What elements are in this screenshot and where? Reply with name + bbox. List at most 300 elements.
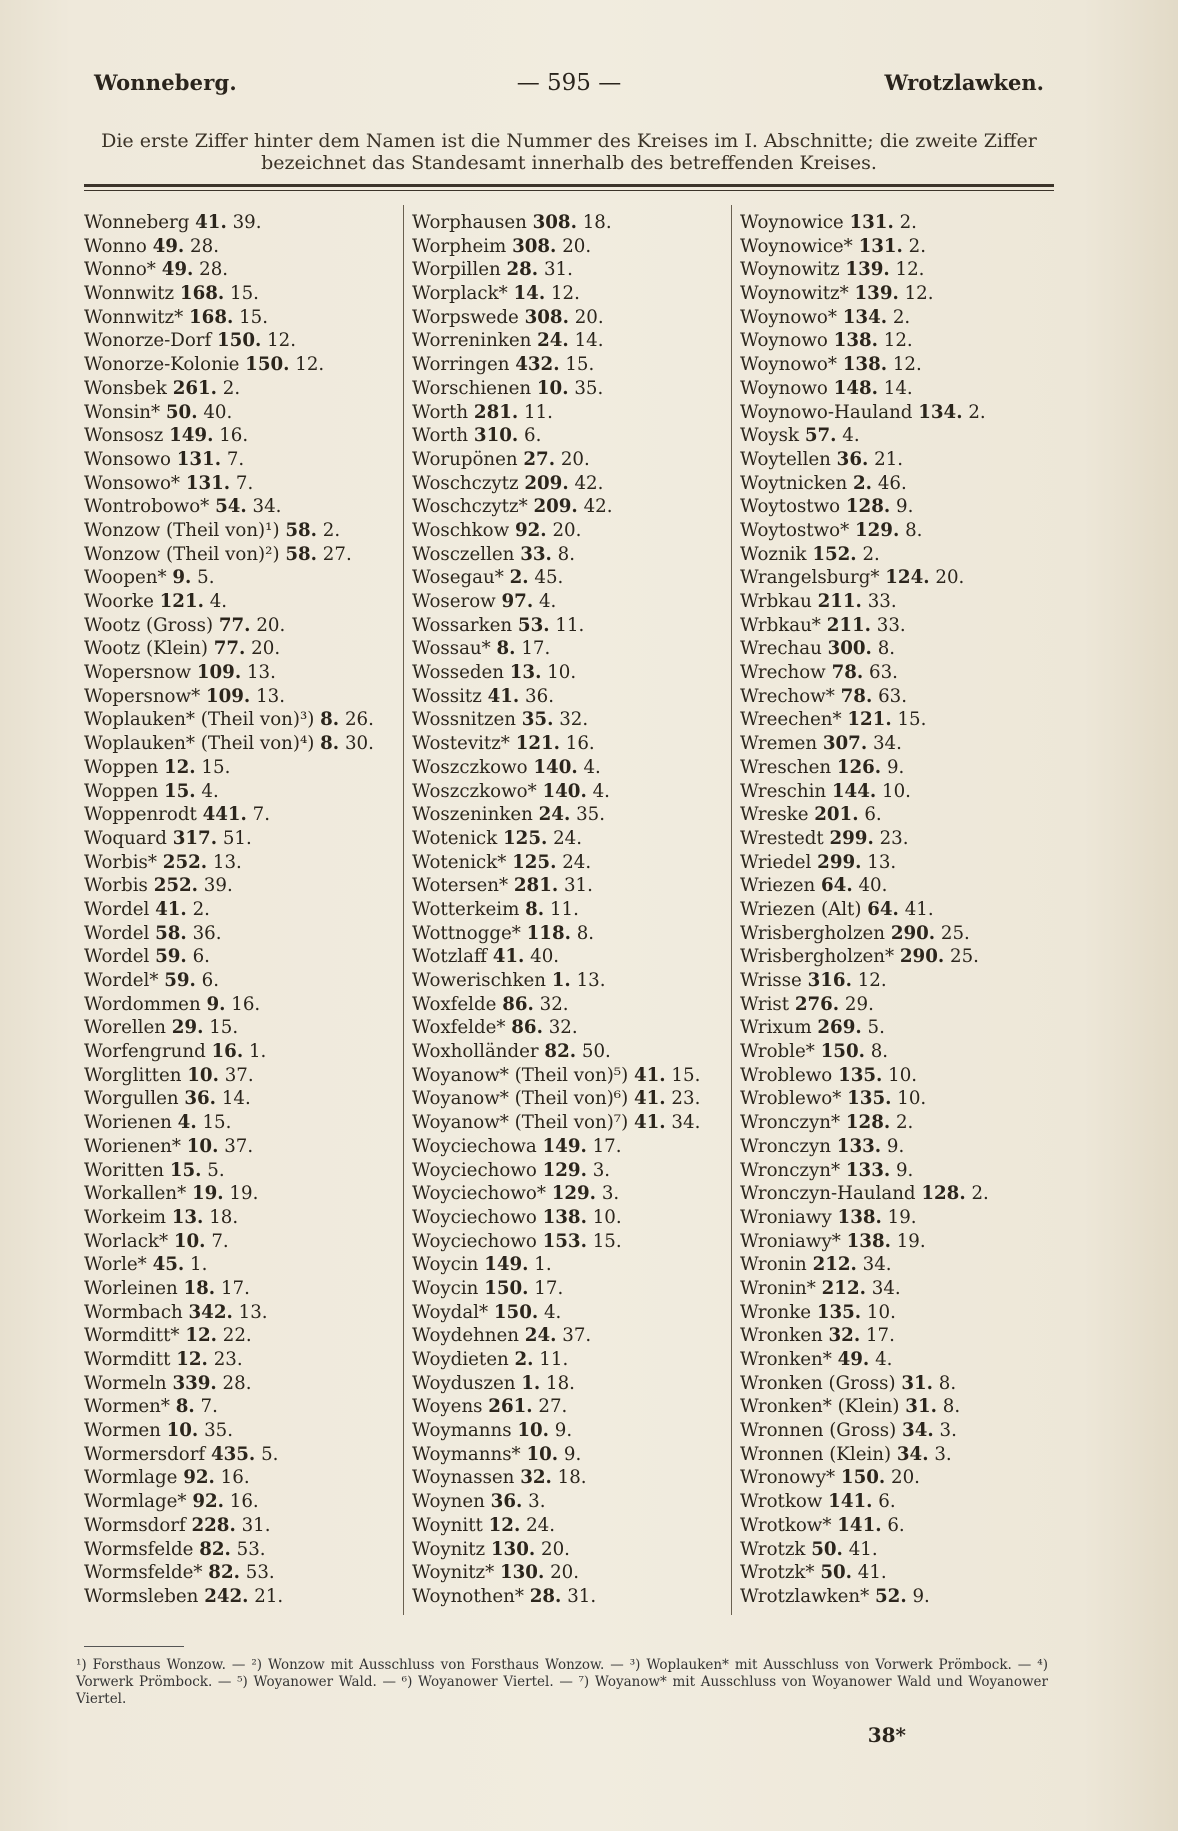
- entry-standesamt-number: 15.: [565, 354, 595, 376]
- entry-standesamt-number: 4.: [209, 591, 228, 612]
- index-entry: [84, 1040, 404, 1064]
- entry-name: Wosczellen: [412, 543, 515, 565]
- entry-standesamt-number: 15.: [592, 1230, 622, 1252]
- entry-kreis-number: 121.: [515, 733, 560, 755]
- entry-kreis-number: 316.: [807, 970, 852, 991]
- entry-standesamt-number: 8.: [877, 638, 896, 660]
- entry-kreis-number: 128.: [921, 1183, 966, 1205]
- entry-standesamt-number: 4.: [592, 780, 610, 802]
- entry-standesamt-number: 32.: [548, 1017, 578, 1039]
- entry-standesamt-number: 40.: [858, 875, 888, 897]
- index-entry: [84, 1159, 404, 1183]
- entry-standesamt-number: 24.: [553, 827, 583, 849]
- entry-standesamt-number: 12.: [857, 970, 887, 991]
- index-entry: [740, 329, 1060, 353]
- index-entry: [740, 1443, 1060, 1467]
- entry-kreis-number: 24.: [537, 330, 569, 352]
- entry-standesamt-number: 9.: [886, 756, 905, 778]
- index-entry: [412, 1538, 730, 1562]
- entry-name: Worellen: [84, 1017, 166, 1039]
- entry-kreis-number: 31.: [905, 1396, 937, 1418]
- index-entry: [740, 661, 1060, 685]
- entry-name: Woytostwo*: [740, 519, 850, 541]
- index-entry: [412, 874, 730, 898]
- index-entry: [412, 1111, 730, 1135]
- entry-standesamt-number: 7.: [200, 1396, 218, 1418]
- entry-kreis-number: 252.: [162, 851, 208, 873]
- entry-standesamt-number: 9.: [895, 1159, 914, 1181]
- entry-standesamt-number: 2.: [322, 519, 341, 541]
- entry-name: Woynowitz: [740, 259, 840, 281]
- entry-name: Wrisbergholzen*: [740, 946, 895, 968]
- index-entry: [740, 685, 1060, 709]
- intro-text: Die erste Ziffer hinter dem Namen ist die Nummer des Kreises im I. Abschnitte; die zweite Ziffer bezeichnet das Standesamt innerhalb des betreffenden Kreises.: [101, 130, 1037, 174]
- entry-kreis-number: 290.: [890, 922, 936, 944]
- entry-standesamt-number: 63.: [878, 685, 908, 707]
- entry-standesamt-number: 6.: [887, 1514, 905, 1536]
- entry-standesamt-number: 9.: [563, 1443, 582, 1465]
- entry-name: Wrotzk*: [740, 1562, 815, 1584]
- page-number: — 595 —: [516, 70, 622, 96]
- entry-name: Wonsowo*: [84, 472, 181, 494]
- entry-kreis-number: 150.: [484, 1277, 529, 1299]
- entry-name: Wormeln: [84, 1372, 167, 1394]
- entry-kreis-number: 9.: [172, 567, 192, 589]
- entry-name: Woplauken* (Theil von)⁴): [84, 733, 315, 755]
- entry-kreis-number: 310.: [473, 425, 519, 447]
- entry-name: Wriezen: [740, 875, 816, 897]
- entry-kreis-number: 50.: [820, 1562, 852, 1584]
- index-entry: [412, 1466, 730, 1490]
- entry-kreis-number: 299.: [829, 827, 874, 849]
- index-entry: [412, 1372, 730, 1396]
- entry-standesamt-number: 31.: [241, 1514, 271, 1536]
- entry-kreis-number: 18.: [183, 1277, 216, 1299]
- entry-standesamt-number: 2.: [892, 306, 911, 328]
- entry-name: Wroniawy: [740, 1206, 832, 1228]
- entry-standesamt-number: 2.: [908, 235, 927, 257]
- index-entry: [84, 780, 404, 804]
- index-entry: [84, 472, 404, 496]
- index-entry: [84, 1514, 404, 1538]
- index-entry: [740, 1372, 1060, 1396]
- entry-name: Wosegau*: [412, 567, 504, 589]
- entry-standesamt-number: 39.: [232, 212, 262, 233]
- entry-name: Wrbkau: [740, 591, 812, 612]
- entry-standesamt-number: 5.: [867, 1017, 885, 1039]
- entry-standesamt-number: 21.: [254, 1585, 284, 1607]
- entry-kreis-number: 41.: [492, 946, 525, 968]
- index-entry: [740, 590, 1060, 614]
- entry-kreis-number: 41.: [633, 1112, 666, 1134]
- entry-name: Wriezen (Alt): [740, 898, 862, 920]
- index-entry: [740, 1490, 1060, 1514]
- entry-kreis-number: 135.: [816, 1301, 862, 1323]
- entry-kreis-number: 125.: [503, 827, 548, 849]
- entry-standesamt-number: 12.: [904, 283, 934, 305]
- entry-kreis-number: 10.: [536, 377, 569, 399]
- entry-name: Wonneberg: [84, 212, 190, 233]
- entry-standesamt-number: 1.: [248, 1041, 267, 1063]
- entry-standesamt-number: 4.: [201, 780, 219, 802]
- entry-kreis-number: 8.: [320, 709, 340, 731]
- entry-standesamt-number: 23.: [213, 1349, 243, 1370]
- entry-standesamt-number: 13.: [212, 851, 242, 873]
- index-entry: [740, 1561, 1060, 1585]
- index-entry: [740, 637, 1060, 661]
- entry-name: Wrechow: [740, 662, 826, 684]
- entry-name: Wreschin: [740, 780, 827, 802]
- entry-standesamt-number: 3.: [939, 1420, 957, 1442]
- entry-kreis-number: 53.: [517, 614, 550, 636]
- index-entry: [412, 1016, 730, 1040]
- entry-standesamt-number: 4.: [543, 1301, 562, 1323]
- entry-standesamt-number: 27.: [322, 543, 352, 565]
- entry-kreis-number: 10.: [187, 1064, 219, 1086]
- entry-name: Wormsleben: [84, 1585, 199, 1607]
- entry-standesamt-number: 2.: [968, 401, 986, 423]
- index-entry: [740, 1087, 1060, 1111]
- index-entry: [412, 448, 730, 472]
- entry-name: Wonnwitz: [84, 283, 175, 305]
- entry-standesamt-number: 53.: [245, 1562, 275, 1584]
- entry-kreis-number: 317.: [172, 827, 218, 849]
- index-entry: [412, 1206, 730, 1230]
- entry-standesamt-number: 10.: [897, 1088, 927, 1110]
- entry-standesamt-number: 31.: [543, 259, 573, 281]
- entry-name: Wormbach: [84, 1301, 183, 1323]
- entry-kreis-number: 10.: [166, 1420, 199, 1442]
- entry-name: Wrisbergholzen: [740, 922, 886, 944]
- index-entry: [412, 353, 730, 377]
- entry-name: Wormen*: [84, 1396, 170, 1418]
- index-entry: [412, 1182, 730, 1206]
- index-entry: [84, 590, 404, 614]
- entry-name: Worreninken: [412, 330, 532, 352]
- entry-name: Worth: [412, 425, 469, 447]
- entry-standesamt-number: 8.: [938, 1372, 957, 1394]
- entry-kreis-number: 10.: [517, 1420, 549, 1442]
- entry-kreis-number: 50.: [811, 1538, 843, 1560]
- entry-name: Wossitz: [412, 685, 482, 707]
- entry-standesamt-number: 6.: [878, 1491, 896, 1513]
- index-entry: [412, 685, 730, 709]
- entry-kreis-number: 2.: [509, 567, 529, 589]
- entry-name: Wormsfelde*: [84, 1562, 203, 1584]
- entry-standesamt-number: 14.: [883, 377, 913, 399]
- index-entry: [740, 566, 1060, 590]
- entry-name: Woyanow* (Theil von)⁵): [412, 1064, 629, 1086]
- entry-name: Wossau*: [412, 638, 491, 660]
- entry-kreis-number: 86.: [502, 993, 534, 1015]
- entry-standesamt-number: 13.: [256, 685, 285, 707]
- entry-kreis-number: 27.: [523, 448, 556, 470]
- index-entry: [84, 1419, 404, 1443]
- entry-name: Woycin: [412, 1254, 479, 1276]
- index-entry: [84, 401, 404, 425]
- index-entry: [412, 827, 730, 851]
- entry-name: Woplauken* (Theil von)³): [84, 709, 315, 731]
- entry-kreis-number: 261.: [488, 1396, 533, 1418]
- entry-kreis-number: 141.: [837, 1514, 882, 1536]
- entry-kreis-number: 15.: [163, 780, 196, 802]
- entry-name: Woynowo-Hauland: [740, 401, 913, 423]
- index-entry: [84, 969, 404, 993]
- entry-name: Wopersnow: [84, 662, 192, 684]
- entry-standesamt-number: 11.: [555, 614, 585, 636]
- index-entry: [412, 590, 730, 614]
- entry-standesamt-number: 9.: [912, 1585, 930, 1607]
- index-entry: [412, 1443, 730, 1467]
- entry-kreis-number: 49.: [161, 259, 194, 281]
- index-entry: [740, 543, 1060, 567]
- entry-name: Worplack*: [412, 283, 508, 305]
- entry-name: Wormditt*: [84, 1325, 180, 1347]
- entry-kreis-number: 8.: [496, 638, 516, 660]
- entry-name: Woszczkowo: [412, 756, 528, 778]
- entry-kreis-number: 299.: [817, 851, 862, 873]
- entry-kreis-number: 131.: [858, 235, 903, 257]
- index-entry: [84, 353, 404, 377]
- entry-standesamt-number: 15.: [209, 1017, 239, 1039]
- entry-kreis-number: 4.: [177, 1112, 197, 1134]
- index-entry: [740, 448, 1060, 472]
- entry-standesamt-number: 15.: [897, 709, 927, 731]
- entry-name: Wonorze-Kolonie: [84, 354, 240, 376]
- entry-name: Wrestedt: [740, 827, 824, 849]
- header-last-entry: Wrotzlawken.: [884, 70, 1044, 95]
- entry-standesamt-number: 40.: [530, 946, 560, 968]
- entry-kreis-number: 148.: [833, 377, 878, 399]
- entry-standesamt-number: 17.: [592, 1135, 622, 1157]
- entry-name: Wonnwitz*: [84, 306, 184, 328]
- index-entry: [740, 969, 1060, 993]
- entry-name: Wottnogge*: [412, 922, 521, 944]
- entry-kreis-number: 109.: [205, 685, 251, 707]
- entry-standesamt-number: 41.: [904, 898, 934, 920]
- index-entry: [412, 1277, 730, 1301]
- entry-kreis-number: 45.: [152, 1254, 185, 1276]
- entry-name: Wronowy*: [740, 1467, 836, 1489]
- index-entry: [412, 1253, 730, 1277]
- entry-kreis-number: 212.: [821, 1277, 866, 1299]
- entry-standesamt-number: 5.: [261, 1443, 279, 1465]
- column-divider-2: [731, 205, 732, 1615]
- index-entry: [740, 803, 1060, 827]
- entry-name: Worschienen: [412, 377, 532, 399]
- index-entry: [84, 827, 404, 851]
- index-entry: [84, 922, 404, 946]
- entry-name: Woytostwo: [740, 496, 841, 518]
- index-entry: [84, 1443, 404, 1467]
- index-entry: [412, 898, 730, 922]
- entry-kreis-number: 64.: [867, 898, 899, 920]
- entry-kreis-number: 34.: [896, 1443, 929, 1465]
- entry-name: Wreechen*: [740, 709, 842, 731]
- entry-name: Woschczytz: [412, 472, 519, 494]
- entry-name: Wrotzlawken*: [740, 1585, 870, 1607]
- entry-name: Wronczyn: [740, 1135, 831, 1157]
- entry-name: Woynitt: [412, 1514, 483, 1536]
- index-entry: [412, 1514, 730, 1538]
- entry-name: Wonsowo: [84, 448, 171, 470]
- index-entry: [84, 1301, 404, 1325]
- entry-name: Wrotkow: [740, 1491, 823, 1513]
- index-entry: [412, 637, 730, 661]
- entry-name: Wostevitz*: [412, 733, 510, 755]
- entry-name: Woopen*: [84, 567, 167, 589]
- entry-standesamt-number: 11.: [524, 401, 553, 423]
- index-entry: [412, 472, 730, 496]
- index-entry: [84, 1111, 404, 1135]
- entry-kreis-number: 168.: [189, 306, 234, 328]
- index-entry: [84, 1087, 404, 1111]
- entry-name: Wowerischken: [412, 970, 546, 991]
- entry-name: Wordel: [84, 946, 150, 968]
- entry-name: Wonno: [84, 235, 147, 257]
- entry-kreis-number: 133.: [836, 1135, 882, 1157]
- index-entry: [84, 851, 404, 875]
- header-rule-thick: [84, 184, 1054, 187]
- entry-standesamt-number: 1.: [534, 1254, 552, 1276]
- entry-name: Worgullen: [84, 1088, 179, 1110]
- entry-standesamt-number: 37.: [224, 1064, 254, 1086]
- entry-standesamt-number: 7.: [226, 448, 245, 470]
- index-entry: [84, 898, 404, 922]
- index-entry: [412, 1159, 730, 1183]
- index-entry: [84, 306, 404, 330]
- entry-standesamt-number: 40.: [203, 401, 233, 423]
- index-entry: [412, 1324, 730, 1348]
- entry-name: Wootz (Klein): [84, 638, 208, 660]
- entry-kreis-number: 14.: [513, 283, 546, 305]
- signature-mark: 38*: [867, 1723, 906, 1747]
- entry-kreis-number: 9.: [206, 993, 226, 1015]
- entry-kreis-number: 135.: [838, 1064, 883, 1086]
- index-entry: [740, 945, 1060, 969]
- index-entry: [412, 235, 730, 259]
- entry-standesamt-number: 12.: [550, 283, 580, 305]
- entry-kreis-number: 242.: [204, 1585, 249, 1607]
- entry-kreis-number: 131.: [176, 448, 222, 470]
- entry-kreis-number: 121.: [159, 591, 204, 612]
- entry-kreis-number: 64.: [821, 875, 853, 897]
- entry-kreis-number: 150.: [820, 1041, 865, 1063]
- entry-kreis-number: 131.: [185, 472, 231, 494]
- entry-kreis-number: 129.: [542, 1159, 587, 1181]
- entry-standesamt-number: 5.: [197, 567, 215, 589]
- entry-name: Woyens: [412, 1396, 483, 1418]
- entry-name: Wronnen (Gross): [740, 1420, 897, 1442]
- index-entry: [740, 851, 1060, 875]
- entry-standesamt-number: 46.: [877, 472, 907, 494]
- entry-kreis-number: 168.: [179, 283, 225, 305]
- entry-standesamt-number: 9.: [554, 1420, 573, 1442]
- entry-kreis-number: 342.: [188, 1301, 233, 1323]
- index-entry: [740, 898, 1060, 922]
- entry-standesamt-number: 15.: [671, 1064, 701, 1086]
- index-entry: [84, 1561, 404, 1585]
- entry-kreis-number: 49.: [837, 1349, 870, 1370]
- entry-kreis-number: 308.: [532, 212, 577, 233]
- entry-standesamt-number: 4.: [538, 591, 557, 612]
- entry-kreis-number: 129.: [551, 1183, 597, 1205]
- index-entry: [740, 1466, 1060, 1490]
- entry-kreis-number: 8.: [320, 733, 340, 755]
- entry-name: Wronke: [740, 1301, 812, 1323]
- entry-standesamt-number: 17.: [534, 1277, 564, 1299]
- entry-kreis-number: 135.: [847, 1088, 892, 1110]
- index-entry: [412, 306, 730, 330]
- index-entry: [412, 922, 730, 946]
- entry-kreis-number: 34.: [902, 1420, 934, 1442]
- entry-kreis-number: 59.: [155, 946, 187, 968]
- entry-kreis-number: 35.: [521, 709, 554, 731]
- entry-kreis-number: 8.: [175, 1396, 195, 1418]
- index-entry: [84, 614, 404, 638]
- entry-kreis-number: 139.: [854, 283, 899, 305]
- entry-kreis-number: 12.: [488, 1514, 521, 1536]
- entry-standesamt-number: 21.: [874, 448, 904, 470]
- entry-name: Wronczyn*: [740, 1112, 841, 1134]
- entry-standesamt-number: 13.: [867, 851, 897, 873]
- entry-kreis-number: 15.: [169, 1159, 202, 1181]
- entry-standesamt-number: 29.: [844, 993, 874, 1015]
- entry-standesamt-number: 4.: [842, 425, 860, 447]
- entry-standesamt-number: 34.: [252, 496, 282, 518]
- index-entry: [412, 1348, 730, 1372]
- entry-kreis-number: 118.: [526, 922, 571, 944]
- entry-name: Worpswede: [412, 306, 519, 328]
- index-entry: [412, 495, 730, 519]
- index-entry: [84, 1585, 404, 1609]
- entry-standesamt-number: 20.: [562, 235, 592, 257]
- entry-standesamt-number: 8.: [557, 543, 575, 565]
- entry-name: Woynowice*: [740, 235, 853, 257]
- entry-standesamt-number: 23.: [879, 827, 909, 849]
- entry-kreis-number: 82.: [208, 1562, 240, 1584]
- entry-kreis-number: 59.: [164, 970, 196, 991]
- entry-name: Wotenick: [412, 827, 498, 849]
- entry-name: Worupönen: [412, 448, 518, 470]
- index-entry: [84, 1324, 404, 1348]
- entry-name: Woynowo*: [740, 354, 837, 376]
- entry-name: Wossarken: [412, 614, 513, 636]
- entry-standesamt-number: 18.: [546, 1372, 575, 1394]
- entry-name: Woznik: [740, 543, 807, 565]
- entry-standesamt-number: 6.: [192, 946, 210, 968]
- entry-standesamt-number: 17.: [865, 1325, 895, 1347]
- index-entry: [412, 661, 730, 685]
- entry-kreis-number: 149.: [542, 1135, 587, 1157]
- entry-kreis-number: 339.: [172, 1372, 217, 1394]
- entry-name: Worth: [412, 401, 469, 423]
- entry-kreis-number: 126.: [836, 756, 882, 778]
- entry-name: Woynowo*: [740, 306, 837, 328]
- entry-standesamt-number: 20.: [935, 567, 965, 589]
- index-entry: [740, 614, 1060, 638]
- entry-standesamt-number: 33.: [867, 591, 897, 612]
- footnote-rule: [84, 1646, 184, 1647]
- entry-kreis-number: 2.: [514, 1349, 534, 1370]
- entry-standesamt-number: 14.: [221, 1088, 251, 1110]
- entry-standesamt-number: 7.: [211, 1230, 229, 1252]
- entry-name: Woynowice: [740, 212, 844, 233]
- entry-kreis-number: 128.: [845, 1112, 891, 1134]
- entry-kreis-number: 109.: [196, 662, 242, 684]
- entry-kreis-number: 12.: [163, 756, 196, 778]
- entry-standesamt-number: 15.: [201, 756, 231, 778]
